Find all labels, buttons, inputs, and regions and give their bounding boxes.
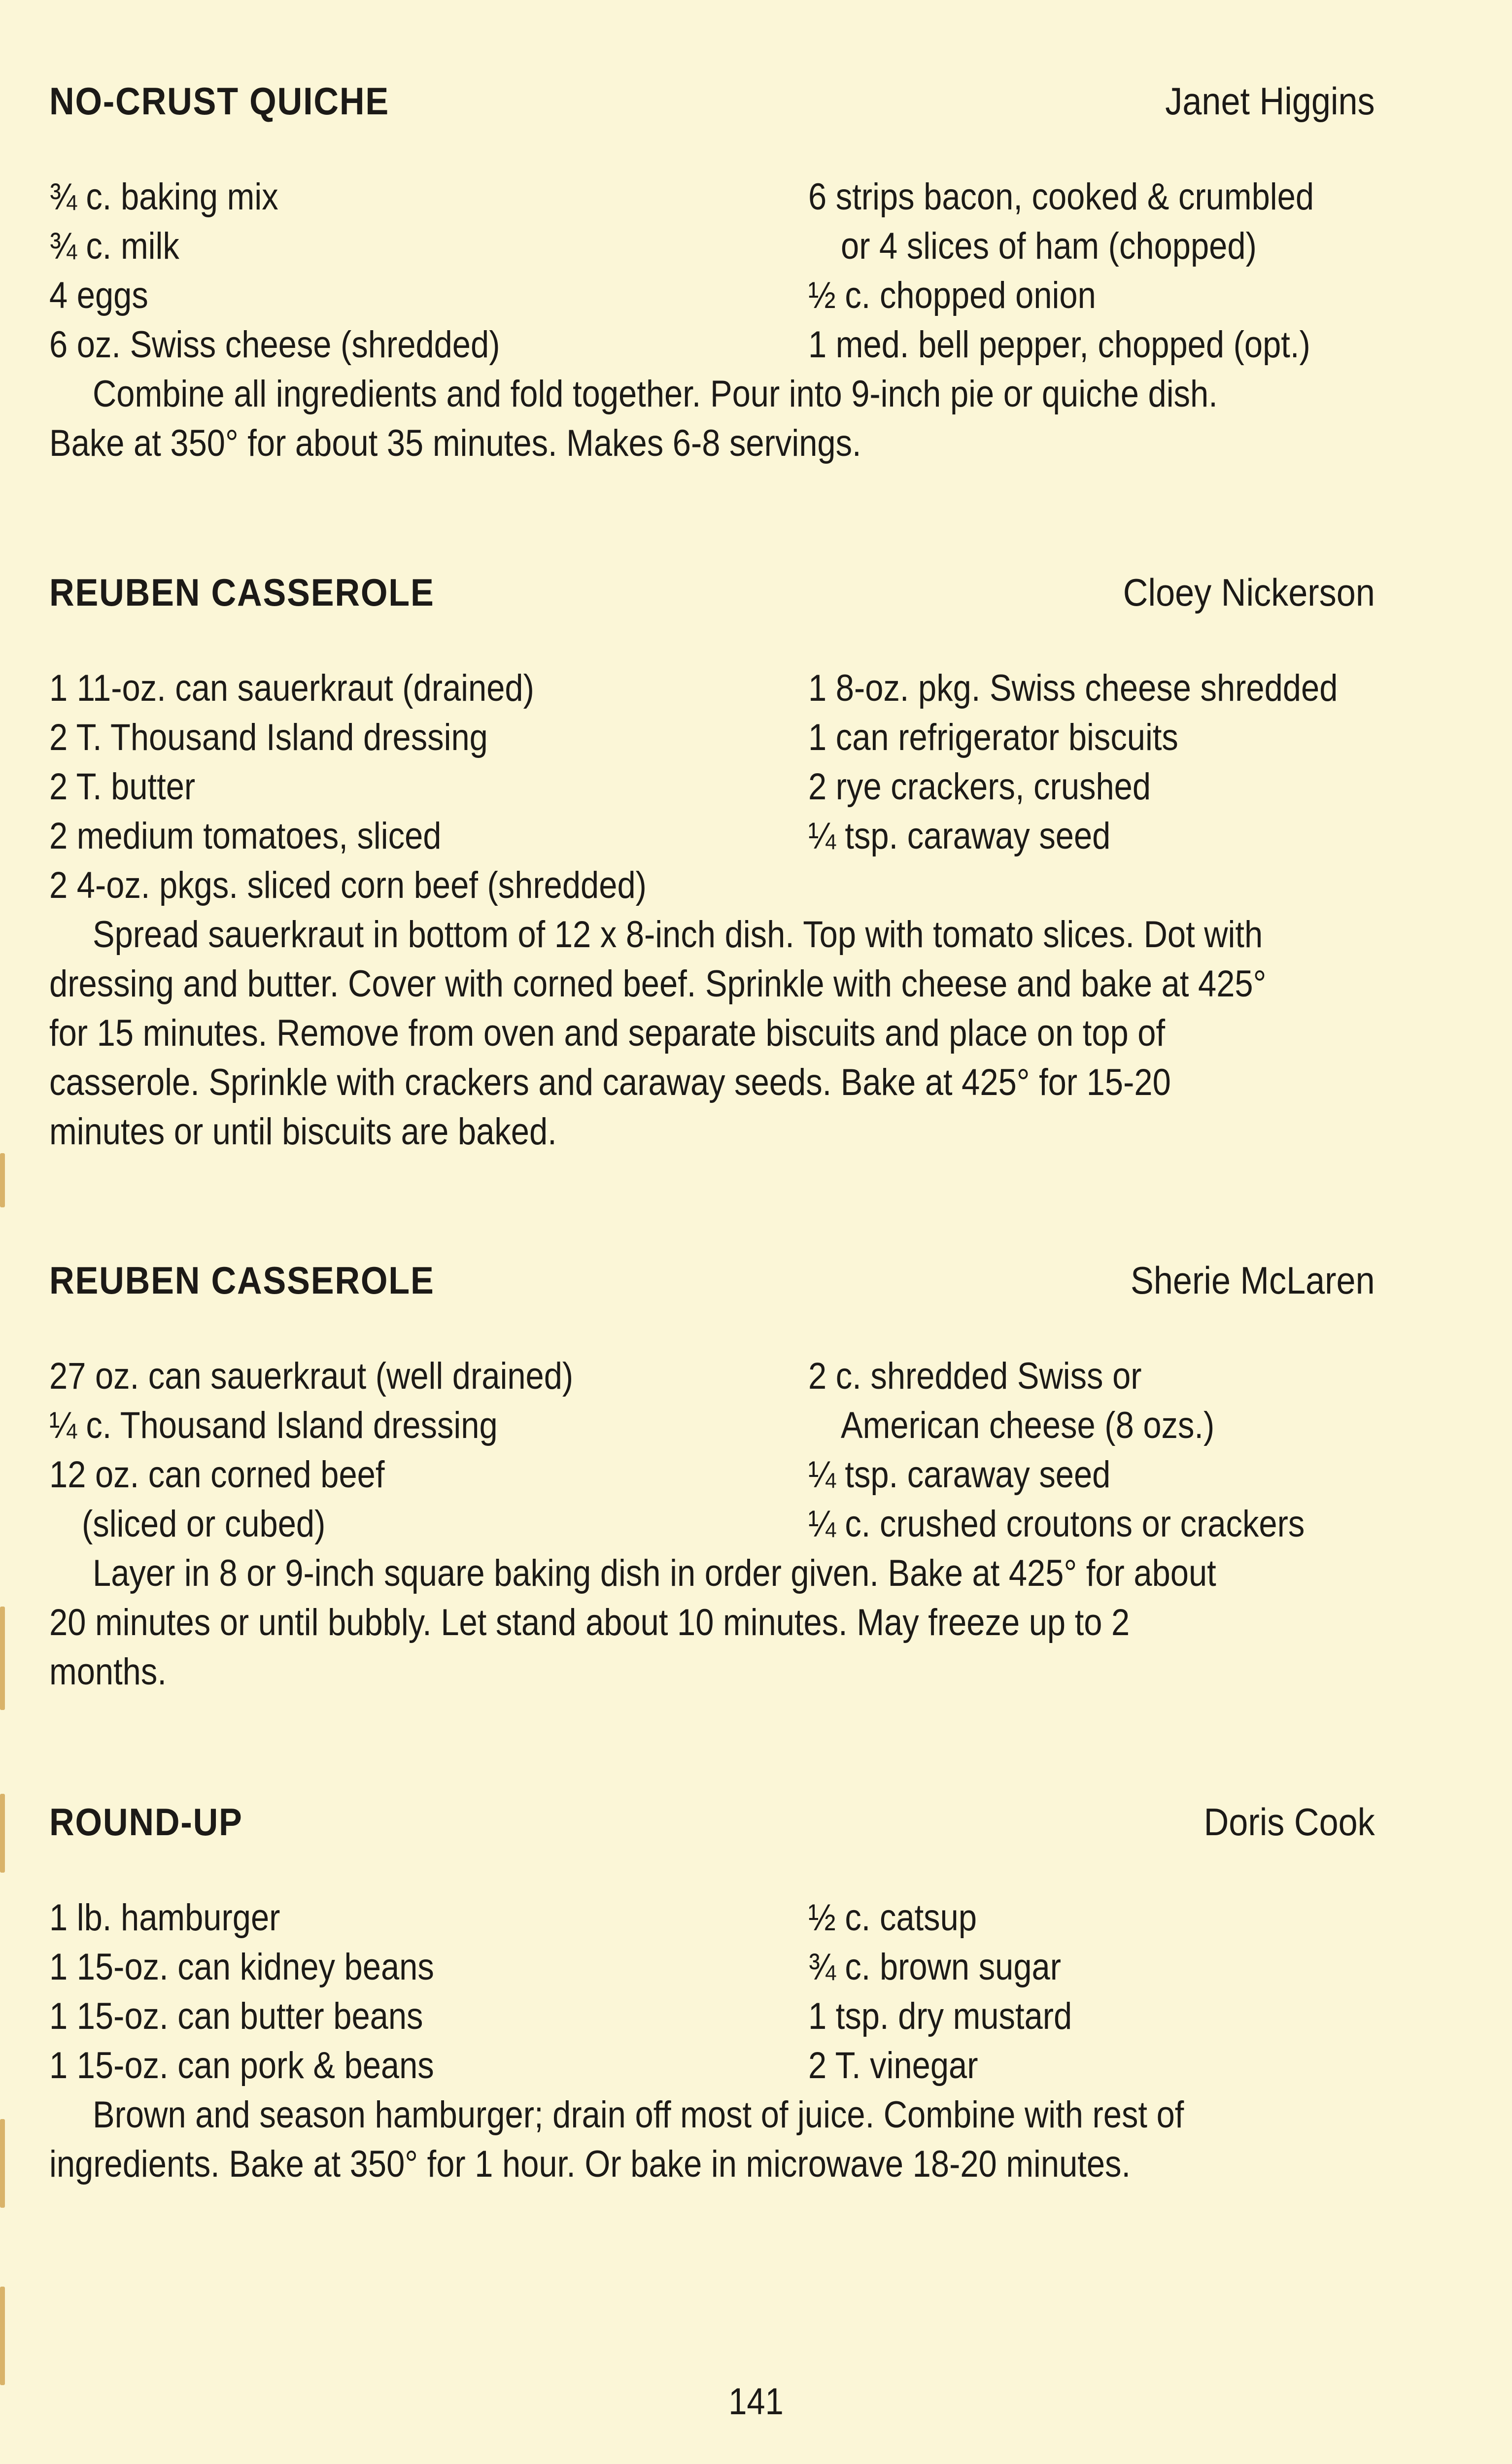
recipe-header — [49, 1800, 1375, 1854]
ingredients-left-column — [49, 664, 728, 910]
recipe-author: Janet Higgins — [1165, 79, 1375, 123]
recipe-no-crust-quiche — [49, 79, 1375, 464]
ingredient-line: ¾ c. baking mix — [49, 176, 278, 218]
recipe-header — [49, 570, 1375, 624]
recipe-directions — [49, 370, 1375, 468]
recipe-reuben-casserole-nickerson — [49, 570, 1375, 1153]
ingredient-line: (sliced or cubed) — [82, 1503, 326, 1545]
recipe-title: NO-CRUST QUICHE — [49, 79, 390, 123]
ingredient-line: 1 11-oz. can sauerkraut (drained) — [49, 667, 534, 709]
binding-edge-mark — [0, 2119, 5, 2208]
directions-line: months. — [49, 1651, 167, 1693]
directions-line: dressing and butter. Cover with corned beef. Sprinkle with cheese and bake at 425° — [49, 963, 1267, 1005]
ingredients-left-column — [49, 1352, 645, 1549]
ingredients-right-column — [808, 172, 1383, 370]
ingredients-right-column — [808, 1893, 1108, 2090]
ingredient-line: 1 can refrigerator biscuits — [808, 717, 1178, 758]
ingredient-line: ¼ tsp. caraway seed — [808, 815, 1111, 857]
directions-line: Spread sauerkraut in bottom of 12 x 8-inch dish. Top with tomato slices. Dot with — [93, 914, 1263, 956]
ingredient-line: ¾ c. milk — [49, 225, 179, 267]
ingredient-line: ½ c. catsup — [808, 1897, 977, 1939]
recipe-title: ROUND-UP — [49, 1800, 243, 1844]
ingredient-line: 4 eggs — [49, 274, 148, 316]
recipe-directions — [49, 910, 1375, 1157]
ingredient-line: 1 8-oz. pkg. Swiss cheese shredded — [808, 667, 1338, 709]
ingredient-line: 2 T. butter — [49, 766, 196, 808]
recipe-header — [49, 1258, 1375, 1312]
ingredient-line: 2 rye crackers, crushed — [808, 766, 1151, 808]
ingredient-line: 1 lb. hamburger — [49, 1897, 280, 1939]
binding-edge-mark — [0, 1607, 5, 1710]
directions-line: minutes or until biscuits are baked. — [49, 1111, 557, 1153]
ingredients-left-column — [49, 1893, 486, 2090]
binding-edge-mark — [0, 1794, 5, 1873]
ingredients-left-column — [49, 172, 561, 370]
recipe-reuben-casserole-mclaren — [49, 1258, 1375, 1693]
directions-line: Brown and season hamburger; drain off most of juice. Combine with rest of — [93, 2094, 1184, 2136]
ingredient-line: 1 med. bell pepper, chopped (opt.) — [808, 324, 1310, 366]
ingredient-line: American cheese (8 ozs.) — [841, 1404, 1215, 1446]
ingredients-right-column — [808, 664, 1410, 861]
page-number: 141 — [728, 2381, 784, 2423]
recipe-directions — [49, 1549, 1375, 1697]
ingredient-line: 2 4-oz. pkgs. sliced corn beef (shredded) — [49, 864, 647, 906]
ingredient-line: 6 oz. Swiss cheese (shredded) — [49, 324, 500, 366]
recipe-directions — [49, 2090, 1375, 2189]
directions-line: casserole. Sprinkle with crackers and caraway seeds. Bake at 425° for 15-20 — [49, 1061, 1171, 1103]
directions-line: Layer in 8 or 9-inch square baking dish in order given. Bake at 425° for about — [93, 1552, 1216, 1594]
recipe-author: Cloey Nickerson — [1123, 571, 1375, 614]
ingredient-line: 27 oz. can sauerkraut (well drained) — [49, 1355, 574, 1397]
ingredient-line: ¼ c. Thousand Island dressing — [49, 1404, 498, 1446]
directions-line: Bake at 350° for about 35 minutes. Makes 6-8 servings. — [49, 422, 861, 464]
ingredient-line: 1 15-oz. can pork & beans — [49, 2045, 434, 2087]
ingredient-line: ¼ tsp. caraway seed — [808, 1454, 1111, 1496]
recipe-title: REUBEN CASSEROLE — [49, 1259, 435, 1302]
ingredient-line: ¼ c. crushed croutons or crackers — [808, 1503, 1305, 1545]
ingredient-line: 2 medium tomatoes, sliced — [49, 815, 442, 857]
ingredients-right-column — [808, 1352, 1373, 1549]
ingredient-line: or 4 slices of ham (chopped) — [841, 225, 1257, 267]
ingredient-line: 2 T. vinegar — [808, 2045, 978, 2087]
binding-edge-mark — [0, 1153, 5, 1207]
recipe-round-up — [49, 1800, 1375, 2185]
directions-line: Combine all ingredients and fold together. Pour into 9-inch pie or quiche dish. — [93, 373, 1218, 415]
ingredient-line: 12 oz. can corned beef — [49, 1454, 385, 1496]
recipe-title: REUBEN CASSEROLE — [49, 571, 435, 614]
directions-line: ingredients. Bake at 350° for 1 hour. Or bake in microwave 18-20 minutes. — [49, 2143, 1131, 2185]
directions-line: 20 minutes or until bubbly. Let stand about 10 minutes. May freeze up to 2 — [49, 1602, 1130, 1643]
ingredient-line: 2 T. Thousand Island dressing — [49, 717, 488, 758]
recipe-header — [49, 79, 1375, 133]
ingredient-line: ½ c. chopped onion — [808, 274, 1096, 316]
ingredient-line: ¾ c. brown sugar — [808, 1946, 1061, 1988]
directions-line: for 15 minutes. Remove from oven and separate biscuits and place on top of — [49, 1012, 1166, 1054]
recipe-author: Doris Cook — [1203, 1800, 1375, 1844]
binding-edge-mark — [0, 2287, 5, 2385]
ingredient-line: 1 15-oz. can butter beans — [49, 1995, 423, 2037]
ingredient-line: 6 strips bacon, cooked & crumbled — [808, 176, 1314, 218]
recipe-author: Sherie McLaren — [1131, 1259, 1375, 1302]
ingredient-line: 1 15-oz. can kidney beans — [49, 1946, 434, 1988]
ingredient-line: 2 c. shredded Swiss or — [808, 1355, 1142, 1397]
ingredient-line: 1 tsp. dry mustard — [808, 1995, 1072, 2037]
